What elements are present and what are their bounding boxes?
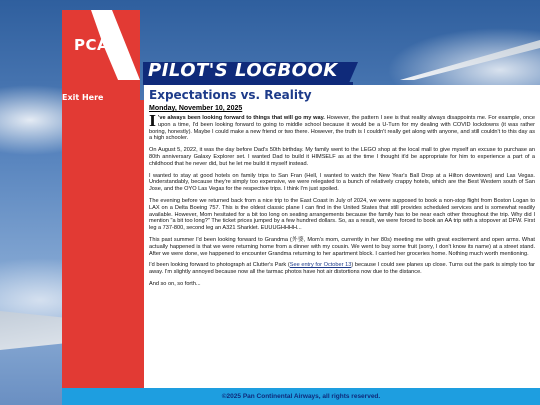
paragraph-6-before: I'd been looking forward to photograph at Clutter's Park ( [149, 262, 290, 269]
paragraph-6-after: ) because I could see planes up close. Turns out the park is simply too far away. I'm slightly annoyed because now all the tarmac photos have hot air distortions now due to the distance. [149, 262, 535, 276]
paragraph-5: This past summer I'd been looking forward to Grandma (外婆, Mom's mom, currently in her 80s) meeting me with great excitement and open arms. What actually happened is that we were returning home from a dinner with my cousin. We went to buy some fruit (sorry, I don't know its name) at a street stand. After we were done, we happened to encounter Grandma returning to her apartment block. I carried her groceries home. Nothing much worth mentioning. [149, 236, 535, 257]
post-date: Monday, November 10, 2025 [149, 105, 243, 112]
exit-link[interactable]: Exit Here [62, 93, 104, 102]
footer: ©2025 Pan Continental Airways, all rights reserved. [62, 388, 540, 405]
paragraph-1-bold: 've always been looking forward to things that will go my way. [158, 115, 325, 121]
paragraph-2: On August 5, 2022, it was the day before Dad's 50th birthday. My family went to the LEGO shop at the local mall to give myself an excuse to purchase an 80th anniversary Galaxy Explorer set. I wanted Dad to build it HIMSELF as at the time I thought it'd be appropriate for him to experience a part of a childhood that he never did, but he let me build it myself instead. [149, 147, 535, 167]
paragraph-3: I wanted to stay at good hotels on family trips to San Fran (Hell, I wanted to watch the New Year's Ball Drop at a Hilton downtown) and Las Vegas. Understandably, because they're simply too expensive, we were relegated to a bunch of relatively crappy hotels, which are the Best Western south of San Jose, and the OYO Las Vegas for the respective trips. I think I'm just spoiled. [149, 172, 535, 193]
main-content [144, 85, 540, 388]
site-title: PILOT'S LOGBOOK [148, 60, 338, 81]
paragraph-7: And so on, so forth... [149, 280, 201, 287]
nav [62, 87, 103, 105]
paragraph-1 [149, 112, 536, 142]
dropcap: I [149, 112, 157, 130]
paragraph-6 [149, 262, 535, 276]
paragraph-1-rest: However, the pattern I see is that reality always disappoints me. For example, once upon a time, I'd been looking forward to going to middle school because it would be a U-Turn for my dealing with COVID lockdowns (it was rather boring, honestly). Maybe I could make a new friend or two there. However, the truth is I couldn't really get along with anyone, and still couldn't to this day as a high schooler. [149, 115, 536, 142]
logo-text: PCA [74, 36, 110, 54]
entry-link[interactable]: See entry for October 13 [289, 262, 352, 269]
sidebar [62, 100, 144, 388]
airplane-wing-right [400, 40, 540, 80]
post-title: Expectations vs. Reality [149, 88, 312, 102]
paragraph-4: The evening before we returned back from a nice trip to the East Coast in July of 2024, we were supposed to book a non-stop flight from Boston Logan to LAX on a Delta Boeing 757. This is the oldest classic plane I can find in the United States that still provides scheduled services and is somewhat readily available. However, Mom hesitated for a bit too long on seating arrangements because the family has to be near each other throughout the trip. Why did I mention "a bit too long?" The ticket prices jumped by a few hundred dollars. So, as a result, we were forced to book an AA trip with a stopover at DFW. First leg a 737-800, second leg an A321 Sharklet. EUUUGHHHH... [149, 197, 535, 232]
